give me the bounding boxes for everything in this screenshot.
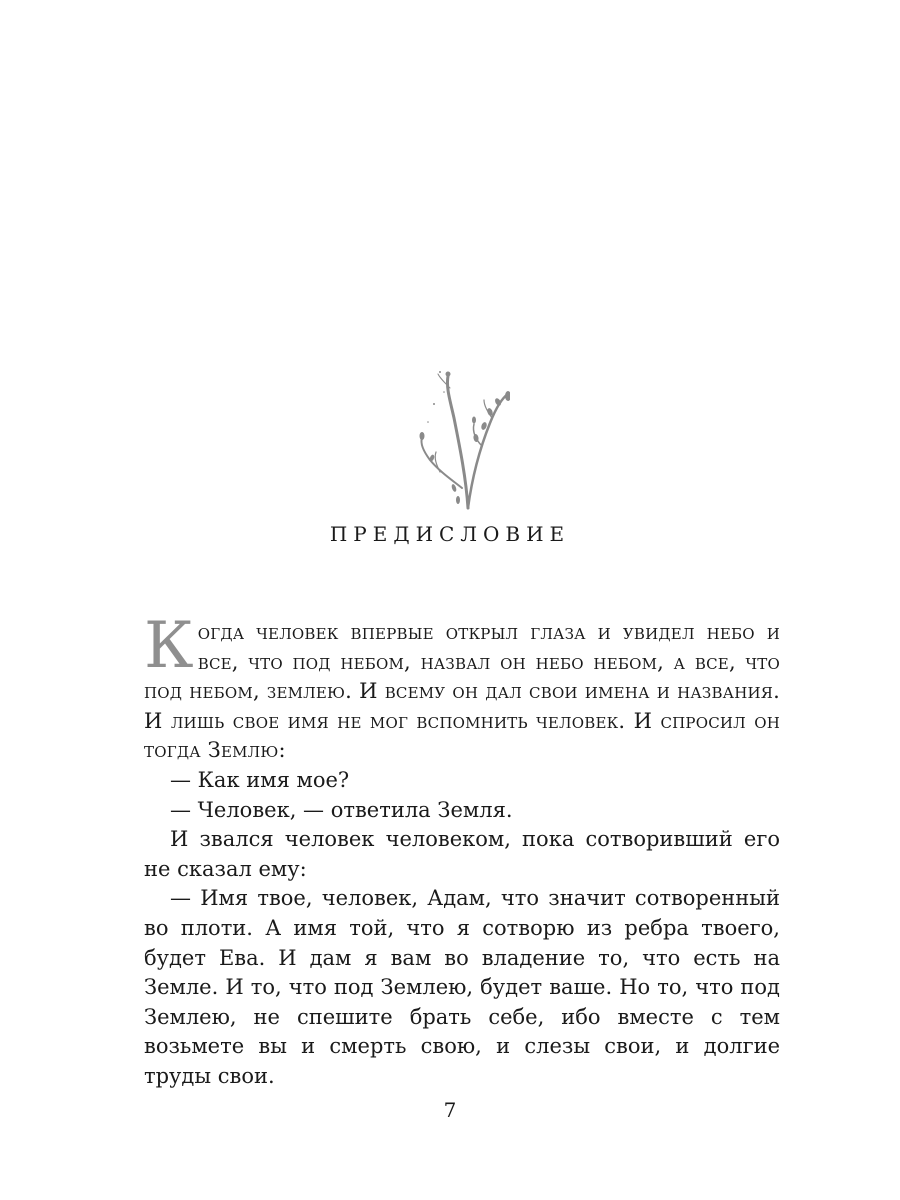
paragraph-1 — [144, 609, 780, 766]
paragraph-5: — Имя твое, человек, Адам, что значит сотворенный во плоти. А имя той, что я сотворю из ребра твоего, будет Ева. И дам я вам во владение то, что есть на Земле. И то, что под Землею, будет ваше. Но то, что под Землею, не спешите брать себе, ибо вместе с тем возьмете вы и смерть свою, и слезы свои, и долгие труды свои. — [144, 886, 780, 1088]
plant-sprig-icon — [410, 368, 510, 518]
chapter-text — [144, 609, 780, 1092]
drop-cap: К — [144, 609, 194, 683]
paragraph-4: И звался человек человеком, пока сотворивший его не сказал ему: — [144, 827, 780, 881]
paragraph-3: — Человек, — ответила Земля. — [170, 797, 513, 822]
page-number: 7 — [443, 1098, 457, 1122]
paragraph-1-text: огда человек впервые открыл глаза и увидел небо и все, что под небом, назвал он небо небом, а все, что под небом, землею. И всему он дал свои имена и названия. И лишь свое имя не мог вспомнить человек. И спросил он тогда Землю: — [144, 620, 780, 763]
chapter-title: ПРЕДИСЛОВИЕ — [329, 522, 571, 546]
paragraph-2: — Как имя мое? — [170, 767, 350, 792]
